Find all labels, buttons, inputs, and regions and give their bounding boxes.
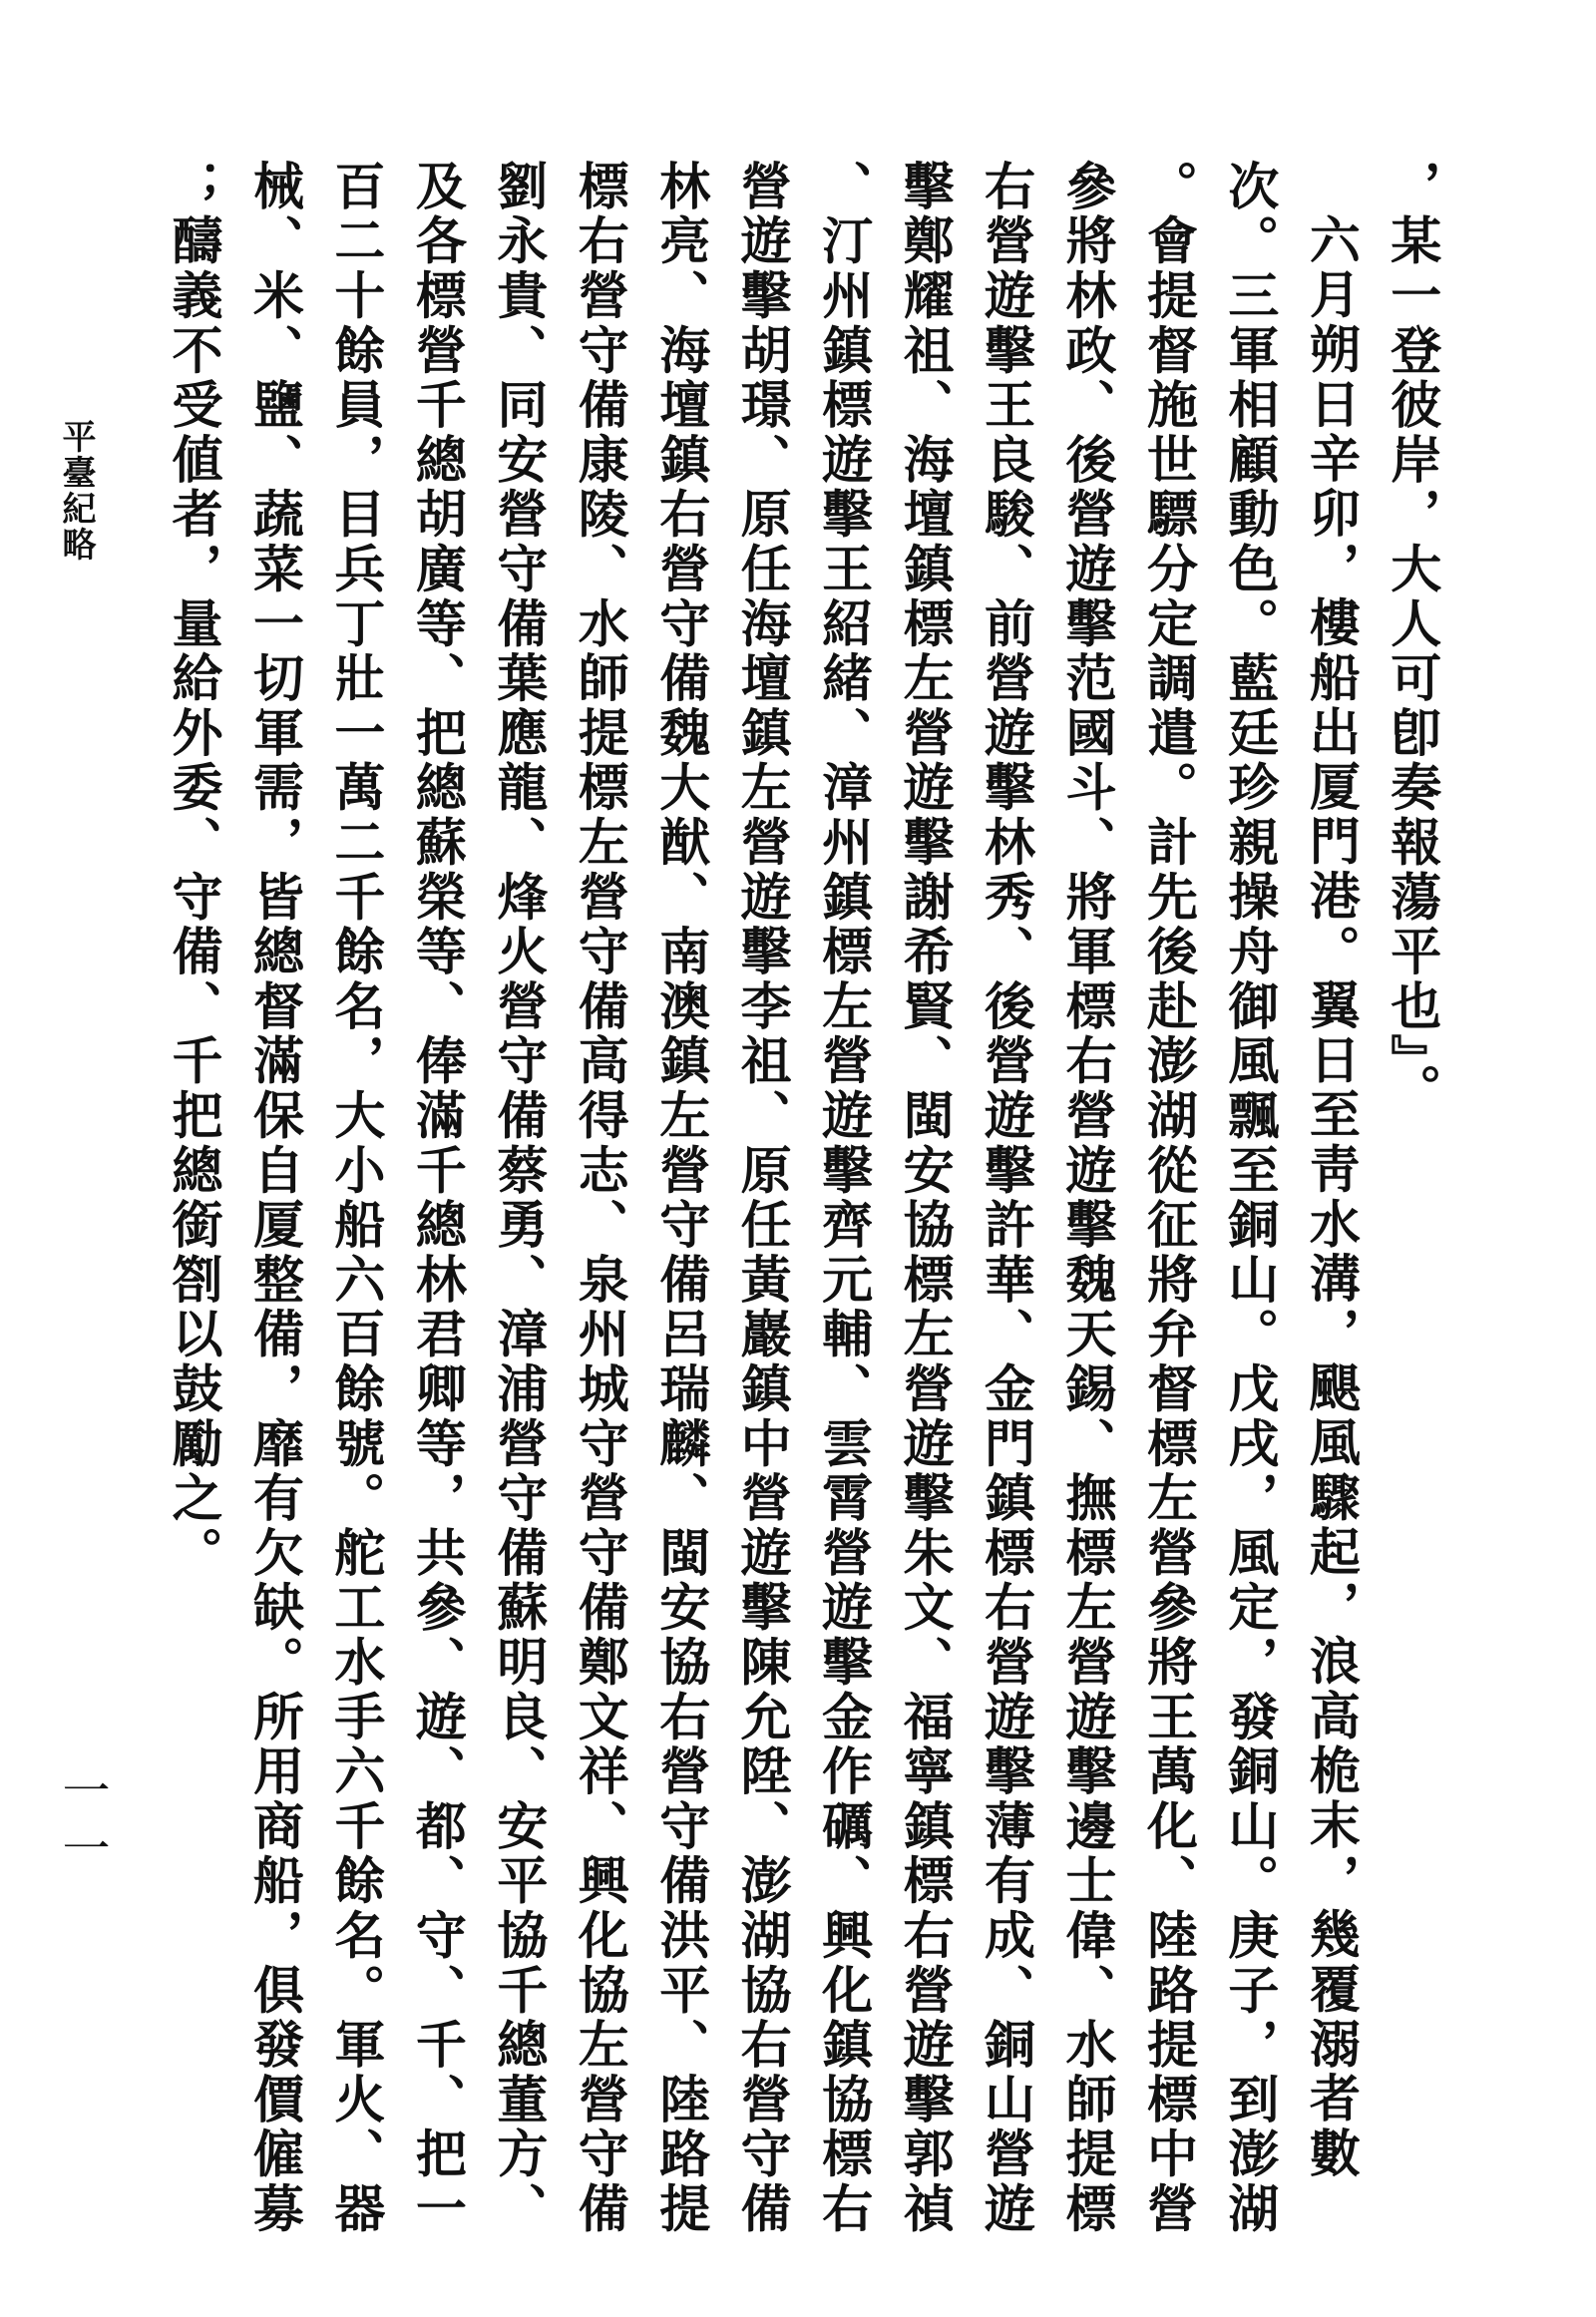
text-column: 、汀州鎮標遊擊王紹緒、漳州鎮標左營遊擊齊元輔、雲霄營遊擊金作礪、興化鎮協標右: [812, 160, 873, 2237]
text-column: ；醻義不受値者，量給外委、守備、千把總銜劄以鼓勵之。: [163, 160, 222, 1581]
text-column: 及各標營千總胡廣等、把總蘇榮等、俸滿千總林君卿等，共參、遊、都、守、千、把一: [406, 160, 467, 2237]
text-column: ，某一登彼岸，大人可卽奏報蕩平也』。: [1381, 160, 1441, 1118]
page-number: 一一: [54, 1765, 110, 1881]
running-title: 平臺紀略: [56, 419, 96, 563]
text-column: 擊鄭耀祖、海壇鎮標左營遊擊謝希賢、閩安協標左營遊擊朱文、福寧鎮標右營遊擊郭禎: [894, 160, 955, 2237]
text-column: 林亮、海壇鎮右營守備魏大猷、南澳鎮左營守備呂瑞麟、閩安協右營守備洪平、陸路提: [649, 160, 710, 2237]
text-column: 。會提督施世驃分定調遣。計先後赴澎湖從征將弁督標左營參將王萬化、陸路提標中營: [1137, 160, 1198, 2237]
text-column: 六月朔日辛卯，樓船出厦門港。翼日至靑水溝，颶風驟起，浪高桅末，幾覆溺者數: [1300, 213, 1361, 2181]
text-column: 百二十餘員，目兵丁壯一萬二千餘名，大小船六百餘號。舵工水手六千餘名。軍火、器: [324, 160, 385, 2237]
text-column: 右營遊擊王良駿、前營遊擊林秀、後營遊擊許華、金門鎮標右營遊擊薄有成、銅山營遊: [975, 160, 1035, 2237]
text-column: 械、米、鹽、蔬菜一切軍需，皆總督滿保自厦整備，靡有欠缺。所用商船，俱發價僱募: [243, 160, 304, 2237]
text-column: 次。三軍相顧動色。藍廷珍親操舟御風飄至銅山。戊戌，風定，發銅山。庚子，到澎湖: [1218, 160, 1279, 2237]
text-column: 劉永貴、同安營守備葉應龍、烽火營守備蔡勇、漳浦營守備蘇明良、安平協千總董方、: [487, 160, 548, 2237]
text-column: 參將林政、後營遊擊范國斗、將軍標右營遊擊魏天錫、撫標左營遊擊邊士偉、水師提標: [1055, 160, 1116, 2237]
vertical-text-block: [160, 160, 1441, 2237]
text-column: 標右營守備康陵、水師提標左營守備高得志、泉州城守營守備鄭文祥、興化協左營守備: [569, 160, 629, 2237]
text-column: 營遊擊胡璟、原任海壇鎮左營遊擊李祖、原任黃巖鎮中營遊擊陳允陞、澎湖協右營守備: [731, 160, 792, 2237]
